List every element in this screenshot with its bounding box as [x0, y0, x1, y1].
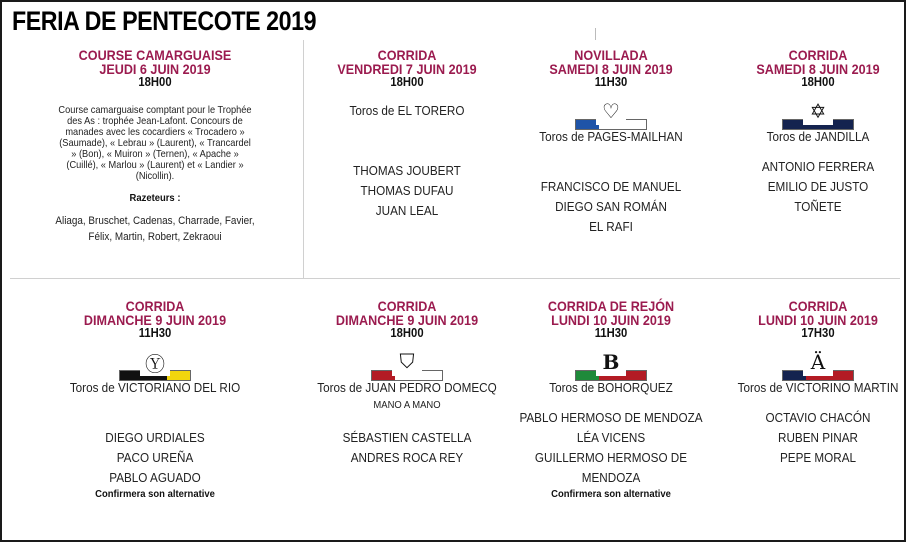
- participant: SÉBASTIEN CASTELLA: [342, 430, 472, 445]
- event-type: CORRIDA: [377, 47, 437, 63]
- event-card-corrida-dimanche-soir: [294, 299, 520, 468]
- raseteurs-label: Razeteurs :: [129, 192, 181, 204]
- event-note: Confirmera son alternative: [551, 488, 671, 500]
- ganaderia-emblem: [294, 348, 520, 378]
- event-date: SAMEDI 8 JUIN 2019: [756, 61, 880, 77]
- ganaderia-emblem: [705, 348, 906, 378]
- participant: TOÑETE: [794, 199, 842, 214]
- event-date: DIMANCHE 9 JUIN 2019: [335, 312, 479, 328]
- event-time: 18H00: [138, 75, 172, 89]
- event-type: CORRIDA DE REJÓN: [547, 298, 675, 314]
- participant: THOMAS JOUBERT: [353, 163, 461, 178]
- participant: FRANCISCO DE MANUEL: [540, 179, 682, 194]
- event-card-course-camarguaise: [42, 48, 268, 245]
- toros-label: Toros de EL TORERO: [349, 103, 465, 118]
- shield-brand-icon: ⛉: [392, 348, 422, 376]
- event-card-novillada: [498, 48, 724, 237]
- participant: PABLO AGUADO: [109, 470, 201, 485]
- ganaderia-emblem: [498, 97, 724, 127]
- heart-brand-icon: ♡: [596, 97, 626, 125]
- event-time: 11H30: [594, 75, 628, 89]
- participant: RUBEN PINAR: [778, 430, 858, 445]
- event-time: 18H00: [390, 75, 424, 89]
- event-type: CORRIDA: [788, 47, 848, 63]
- event-subtitle: MANO A MANO: [373, 399, 441, 411]
- toros-label: Toros de BOHORQUEZ: [549, 380, 673, 395]
- event-date: SAMEDI 8 JUIN 2019: [549, 61, 673, 77]
- event-card-corrida-de-rejon: [498, 299, 724, 501]
- participant: PABLO HERMOSO DE MENDOZA: [519, 410, 703, 425]
- raseteurs-list: Aliaga, Bruschet, Cadenas, Charrade, Favier, Félix, Martin, Robert, Zekraoui: [55, 215, 255, 243]
- event-date: VENDREDI 7 JUIN 2019: [337, 61, 477, 77]
- event-date: LUNDI 10 JUIN 2019: [551, 312, 671, 328]
- participant: EL RAFI: [589, 219, 633, 234]
- event-type: CORRIDA: [377, 298, 437, 314]
- event-date: JEUDI 6 JUIN 2019: [99, 61, 211, 77]
- participant: JUAN LEAL: [375, 203, 439, 218]
- crowned-a-brand-icon: Ä: [803, 348, 833, 376]
- page-title: FERIA DE PENTECOTE 2019: [12, 6, 317, 36]
- toros-label: Toros de VICTORINO MARTIN: [737, 380, 899, 395]
- participant: LÉA VICENS: [576, 430, 646, 445]
- event-time: 17H30: [801, 326, 835, 340]
- row-divider: [10, 278, 900, 279]
- event-description: Course camarguaise comptant pour le Trophée des As : trophée Jean-Lafont. Concours de manades avec les cocardiers « Trocadero » (Saumade), « Lebrau » (Laurent), « Trancardel » (Bon), « Muiron » (Ternen), « Apache » (Cuillé), « Marlou » (Laurent) et « Landier » (Nicollin).: [58, 104, 252, 182]
- event-type: CORRIDA: [125, 298, 185, 314]
- event-type: CORRIDA: [788, 298, 848, 314]
- participant: ANTONIO FERRERA: [761, 159, 875, 174]
- participant: EMILIO DE JUSTO: [767, 179, 869, 194]
- event-type: COURSE CAMARGUAISE: [78, 47, 232, 63]
- toros-label: Toros de JUAN PEDRO DOMECQ: [317, 380, 497, 395]
- participant: DIEGO URDIALES: [105, 430, 205, 445]
- event-note: Confirmera son alternative: [95, 488, 215, 500]
- b-brand-icon: B: [596, 348, 626, 376]
- event-date: DIMANCHE 9 JUIN 2019: [83, 312, 227, 328]
- event-type: NOVILLADA: [574, 47, 648, 63]
- participant: ANDRES ROCA REY: [350, 450, 464, 465]
- participant: PACO UREÑA: [116, 450, 194, 465]
- toros-label: Toros de JANDILLA: [766, 129, 870, 144]
- event-time: 18H00: [390, 326, 424, 340]
- participant: DIEGO SAN ROMÁN: [555, 199, 667, 214]
- event-card-corrida-vendredi: [294, 48, 520, 221]
- event-time: 11H30: [594, 326, 628, 340]
- event-time: 18H00: [801, 75, 835, 89]
- ganaderia-emblem: [42, 348, 268, 378]
- divider-tick: [595, 28, 596, 40]
- event-card-corrida-lundi-soir: [705, 299, 906, 468]
- participant: GUILLERMO HERMOSO DE MENDOZA: [534, 450, 688, 485]
- event-time: 11H30: [138, 326, 172, 340]
- y-brand-icon: Ⓨ: [140, 348, 170, 376]
- event-card-corrida-dimanche-matin: [42, 299, 268, 501]
- event-date: LUNDI 10 JUIN 2019: [758, 312, 878, 328]
- participant: OCTAVIO CHACÓN: [765, 410, 871, 425]
- ganaderia-emblem: [705, 97, 906, 127]
- ganaderia-emblem: [498, 348, 724, 378]
- star-brand-icon: ✡: [803, 97, 833, 125]
- toros-label: Toros de VICTORIANO DEL RIO: [69, 380, 241, 395]
- event-card-corrida-samedi: [705, 48, 906, 217]
- participant: PEPE MORAL: [779, 450, 857, 465]
- toros-label: Toros de PAGES-MAILHAN: [539, 129, 683, 144]
- participant: THOMAS DUFAU: [360, 183, 454, 198]
